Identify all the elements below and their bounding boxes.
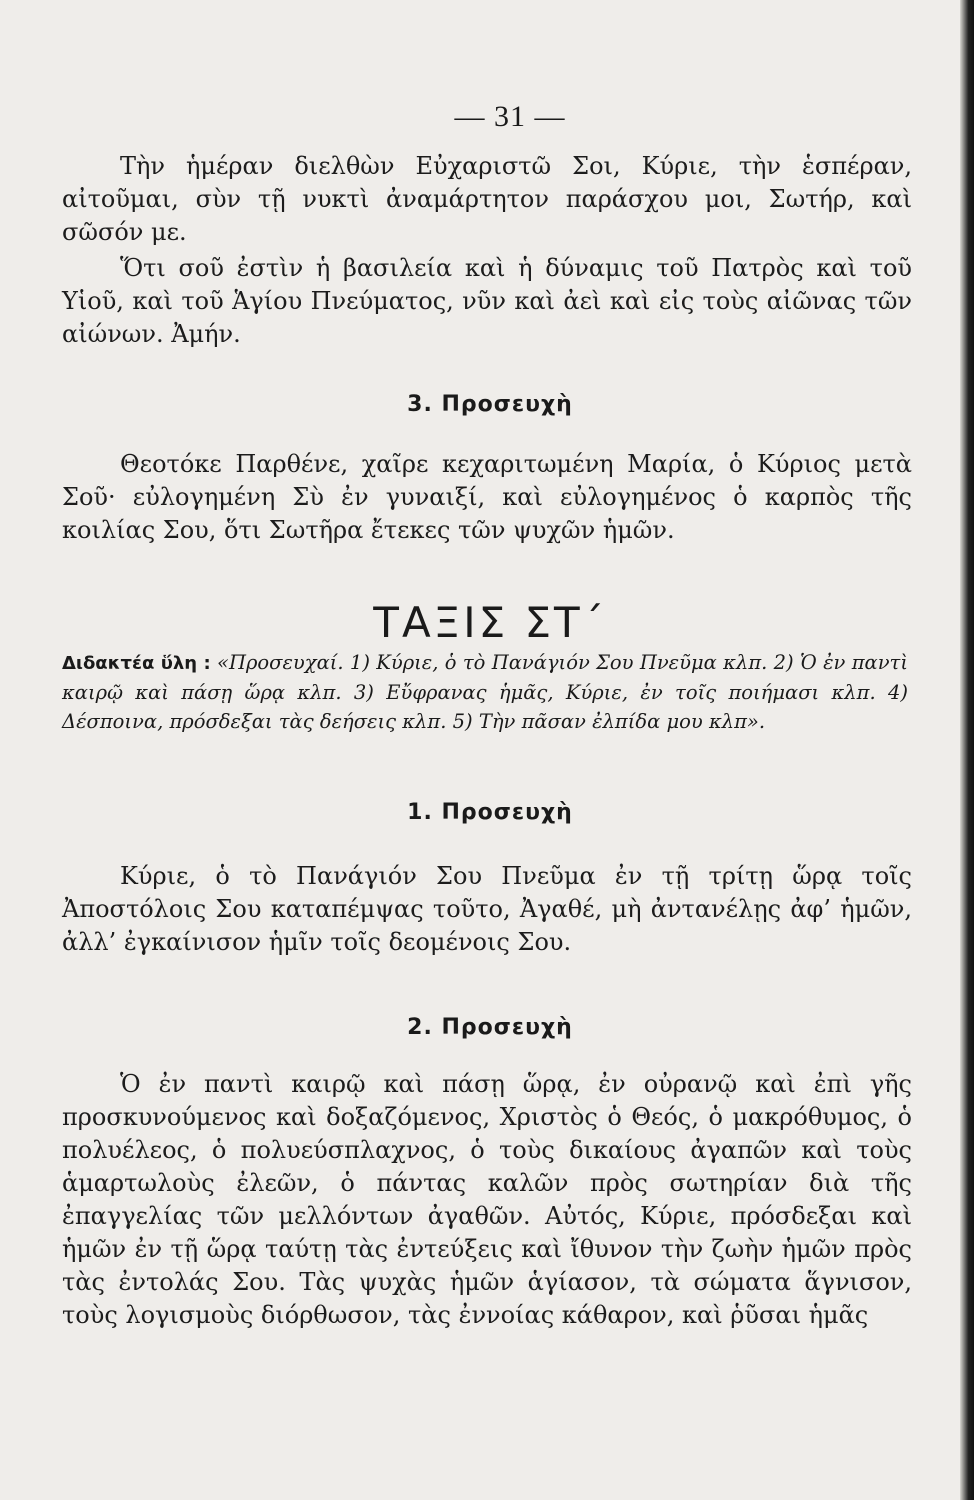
- heading-prayer-2: 2. Προσευχὴ: [407, 1015, 573, 1040]
- paragraph-kyrie: Κύριε, ὁ τὸ Πανάγιόν Σου Πνεῦμα ἐν τῇ τρίτῃ ὥρᾳ τοῖς Ἀποστόλοις Σου καταπέμψας τοῦτο, Ἀγαθέ, μὴ ἀντανέλῃς ἀφ’ ἡμῶν, ἀλλ’ ἐγκαίνισον ἡμῖν τοῖς δεομένοις Σου.: [62, 862, 912, 956]
- heading-prayer-3: 3. Προσευχὴ: [407, 392, 573, 417]
- page-edge-shadow: [960, 0, 974, 1500]
- syllabus-text: «Προσευχαί. 1) Κύριε, ὁ τὸ Πανάγιόν Σου Πνεῦμα κλπ. 2) Ὁ ἐν παντὶ καιρῷ καὶ πάσῃ ὥρᾳ κλπ. 3) Εὔφρανας ἡμᾶς, Κύριε, ἐν τοῖς ποιήμασι κλπ. 4) Δέσποινα, πρόσδεξαι τὰς δεήσεις κλπ. 5) Τὴν πᾶσαν ἐλπίδα μου κλπ».: [62, 651, 908, 733]
- page-number: — 31 —: [454, 100, 566, 133]
- paragraph-evening-prayer: Τὴν ἡμέραν διελθὼν Εὐχαριστῶ Σοι, Κύριε, τὴν ἑσπέραν, αἰτοῦμαι, σὺν τῇ νυκτὶ ἀναμάρτητον παράσχου μοι, Σωτήρ, καὶ σῶσόν με.: [62, 152, 912, 246]
- paragraph-en-panti-kairo: Ὁ ἐν παντὶ καιρῷ καὶ πάσῃ ὥρᾳ, ἐν οὐρανῷ καὶ ἐπὶ γῆς προσκυνούμενος καὶ δοξαζόμενος, Χριστὸς ὁ Θεός, ὁ μακρόθυμος, ὁ πολυέλεος, ὁ πολυεύσπλαχνος, ὁ τοὺς δικαίους ἀγαπῶν καὶ τοὺς ἁμαρτωλοὺς ἐλεῶν, ὁ πάντας καλῶν πρὸς σωτηρίαν διὰ τῆς ἐπαγγελίας τῶν μελλόντων ἀγαθῶν. Αὐτός, Κύριε, πρόσδεξαι καὶ ἡμῶν ἐν τῇ ὥρᾳ ταύτῃ τὰς ἐντεύξεις καὶ ἴθυνον τὴν ζωὴν ἡμῶν πρὸς τὰς ἐντολάς Σου. Τὰς ψυχὰς ἡμῶν ἁγίασον, τὰ σώματα ἅγνισον, τοὺς λογισμοὺς διόρθωσον, τὰς ἐννοίας κάθαρον, καὶ ῥῦσαι ἡμᾶς: [62, 1070, 912, 1329]
- section-title-taxis: ΤΑΞΙΣ ΣΤ΄: [373, 598, 607, 647]
- paragraph-theotoke: Θεοτόκε Παρθένε, χαῖρε κεχαριτωμένη Μαρία, ὁ Κύριος μετὰ Σοῦ· εὐλογημένη Σὺ ἐν γυναιξί, καὶ εὐλογημένος ὁ καρπὸς τῆς κοιλίας Σου, ὅτι Σωτῆρα ἔτεκες τῶν ψυχῶν ἡμῶν.: [62, 450, 912, 544]
- syllabus-label: Διδακτέα ὕλη :: [62, 653, 211, 674]
- syllabus-note: [62, 648, 908, 736]
- heading-prayer-1: 1. Προσευχὴ: [407, 800, 573, 825]
- paragraph-doxology: Ὅτι σοῦ ἐστὶν ἡ βασιλεία καὶ ἡ δύναμις τοῦ Πατρὸς καὶ τοῦ Υἱοῦ, καὶ τοῦ Ἁγίου Πνεύματος, νῦν καὶ ἀεὶ καὶ εἰς τοὺς αἰῶνας τῶν αἰώνων. Ἀμήν.: [62, 254, 912, 348]
